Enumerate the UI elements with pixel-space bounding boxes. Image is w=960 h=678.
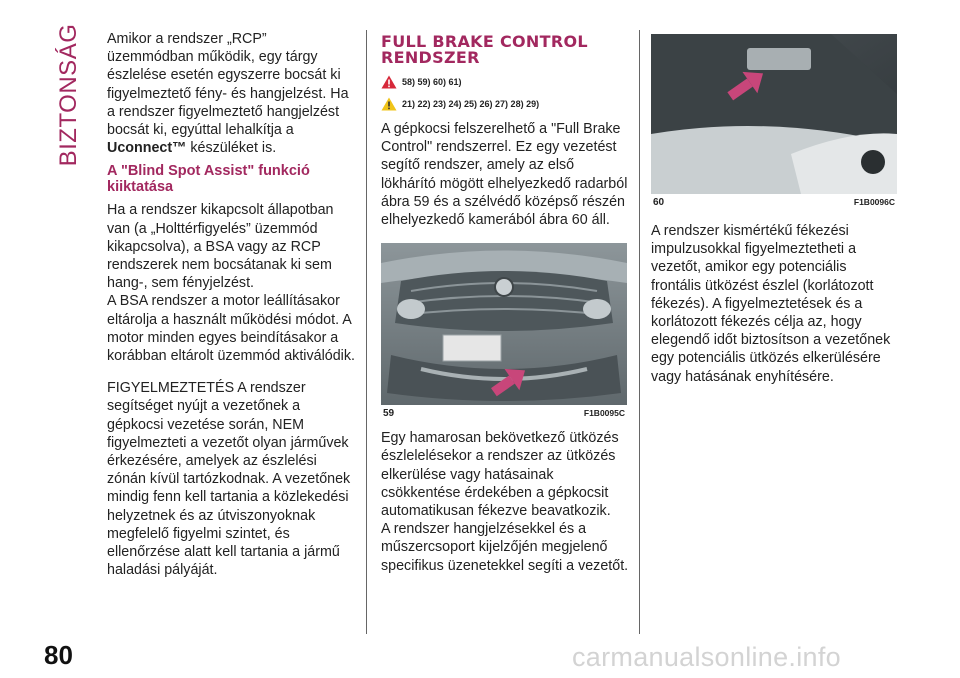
figure-60-caption bbox=[651, 194, 897, 208]
figure-59 bbox=[381, 243, 627, 419]
figure-59-caption bbox=[381, 405, 627, 419]
warning-refs-yellow: 21) 22) 23) 24) 25) 26) 27) 28) 29) bbox=[402, 99, 540, 109]
fbc-heading: FULL BRAKE CONTROL RENDSZER bbox=[381, 32, 588, 67]
bsa-off-paragraph: Ha a rendszer kikapcsolt állapotban van (a „Holttérfigyelés” üzemmód kikapcsolva), a BSA vagy az RCP rendszerek nem bocsátanak ki sem hang-, sem fényjelzést. bbox=[107, 202, 334, 292]
bsa-memory-paragraph: A BSA rendszer a motor leállításakor eltárolja a használt működési módot. A motor minden egyes beindításakor a korábban eltárolt üzemmód aktiválódik. bbox=[107, 293, 355, 365]
column-divider-2 bbox=[639, 30, 640, 634]
warning-paragraph: FIGYELMEZTETÉS A rendszer segítséget nyújt a vezetőnek a gépkocsi vezetése során, NEM figyelmezteti a vezetőt olyan járművek érkezésére, amelyek az észlelési zónán kívül tartózkodnak. A vezetőnek mindig fenn kell tartania a közlekedési helyzetnek és az útviszonyoknak megfelelő figyelmi szintet, és ellenőrzése alatt kell tartania a jármű haladási pályáját. bbox=[107, 380, 351, 579]
section-tab-label: BIZTONSÁG bbox=[55, 23, 82, 167]
warning-ref-row-red bbox=[381, 72, 631, 92]
fbc-limited-braking-paragraph: A rendszer kismértékű fékezési impulzusokkal figyelmeztetheti a vezetőt, amikor egy potenciális frontális ütközést észlel (korlátozott fékezés). A figyelmeztetések és a korlátozott fékezés célja az, hogy elegendő időt biztosítson a vezetőnek egy potenciális ütközés elkerülésére vagy hatásának enyhítésére. bbox=[651, 223, 891, 385]
watermark: carmanualsonline.info bbox=[572, 642, 841, 672]
figure-60-number: 60 bbox=[653, 196, 665, 208]
column-divider-1 bbox=[366, 30, 367, 634]
column-3 bbox=[651, 30, 899, 386]
fbc-collision-paragraph: Egy hamarosan bekövetkező ütközés észlelelésekor a rendszer az ütközés elkerülése vagy hatásainak csökkentése érdekében a gépkocsit automatikusan fékezve beavatkozik. bbox=[381, 430, 619, 520]
rcp-paragraph: Amikor a rendszer „RCP” üzemmódban működik, egy tárgy észlelése esetén egyszerre bocsát ki figyelmeztető fény- és hangjelzést. Ha a rendszer figyelmeztető hangjelzést bocsát ki, egyúttal lehalkítja a Uconnect™ készüléket is. bbox=[107, 31, 349, 157]
figure-60 bbox=[651, 34, 897, 208]
figure-59-code: F1B0095C bbox=[583, 408, 625, 419]
fbc-alert-paragraph: A rendszer hangjelzésekkel és a műszercsoport kijelzőjén megjelenő specifikus üzenetekkel segíti a vezetőt. bbox=[381, 521, 629, 574]
warning-triangle-red-icon bbox=[381, 75, 397, 89]
front-bumper-radar-image bbox=[381, 243, 627, 405]
page-number: 80 bbox=[44, 640, 73, 670]
uconnect-brand: Uconnect™ bbox=[107, 140, 187, 157]
figure-60-code: F1B0096C bbox=[853, 197, 895, 207]
figure-59-number: 59 bbox=[383, 407, 395, 419]
column-2 bbox=[381, 30, 631, 575]
section-tab bbox=[54, 23, 84, 167]
warning-ref-row-yellow bbox=[381, 94, 631, 114]
warning-triangle-yellow-icon bbox=[381, 97, 397, 111]
fbc-intro-paragraph: A gépkocsi felszerelhető a "Full Brake Control" rendszerrel. Ez egy vezetést segítő rendszer, amely az első lökhárító mögött elhelyezkedő radarból ábra 59 és a szélvédő középső részén elhelyezkedő kamerából ábra 60 áll. bbox=[381, 121, 628, 229]
windshield-camera-image bbox=[651, 34, 897, 194]
bsa-disable-heading: A "Blind Spot Assist" funkció kiiktatása bbox=[107, 163, 310, 196]
warning-refs-red: 58) 59) 60) 61) bbox=[402, 77, 462, 87]
column-1 bbox=[107, 30, 357, 579]
